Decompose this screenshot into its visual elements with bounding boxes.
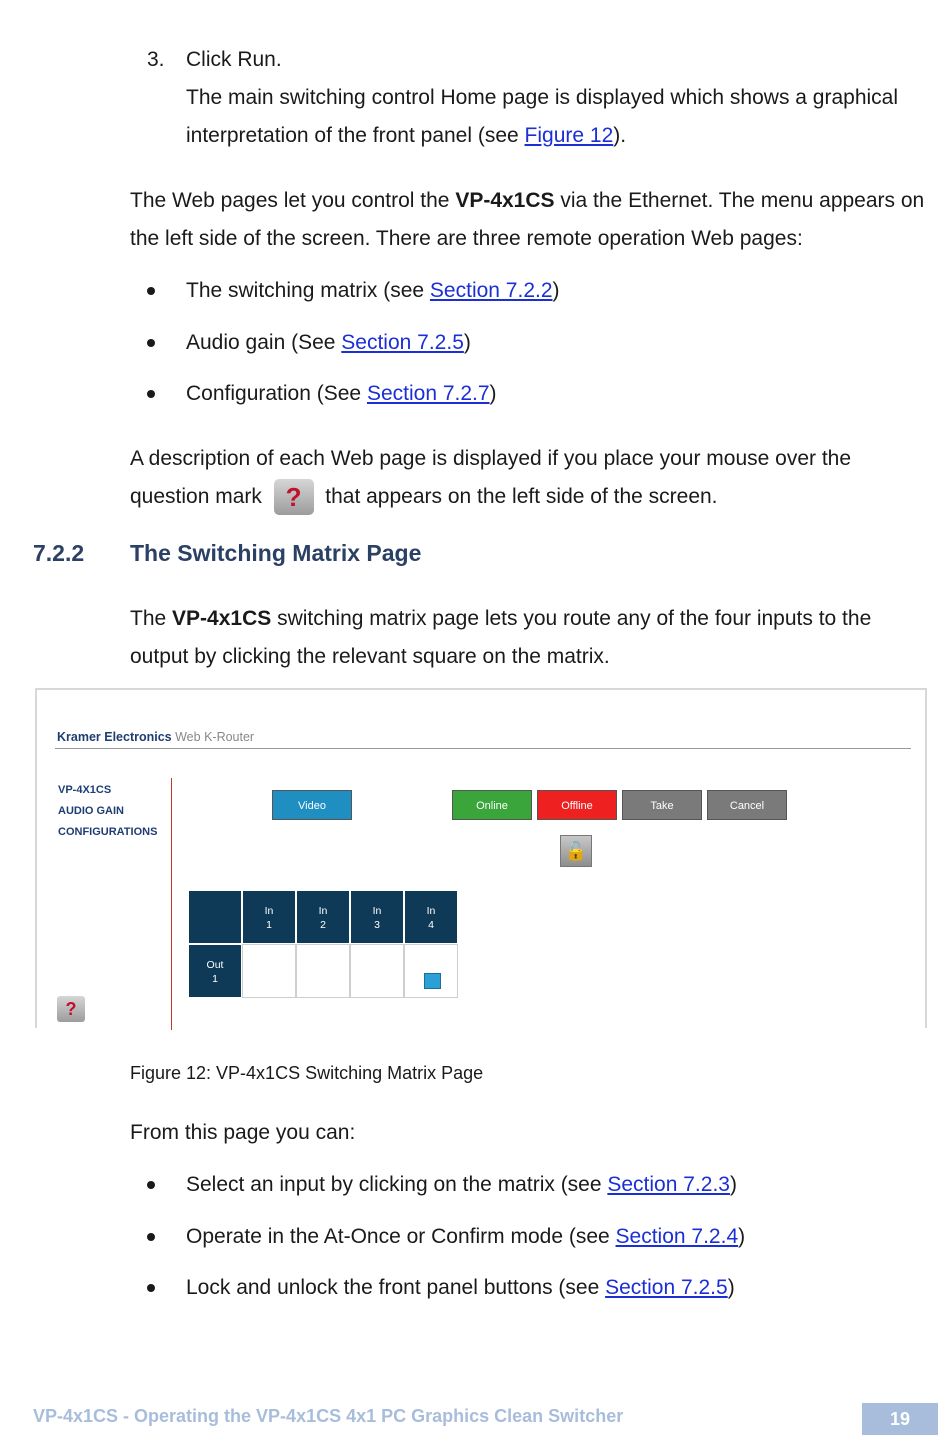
intro-text-2: via the Ethernet. The menu appears on the left side of the screen. There are three remote operation Web pages: — [130, 189, 925, 250]
intro-paragraph — [130, 182, 925, 258]
section-link[interactable]: Section 7.2.5 — [605, 1276, 728, 1299]
list-item — [186, 1218, 745, 1256]
figure-12-link[interactable]: Figure 12 — [524, 124, 614, 147]
help-text-1: A description of each Web page is displayed if you place your mouse over the question mark — [130, 447, 852, 508]
matrix-input-1 — [242, 890, 296, 944]
section-link[interactable]: Section 7.2.5 — [341, 331, 464, 354]
section-link[interactable]: Section 7.2.4 — [615, 1225, 739, 1248]
lock-icon[interactable]: 🔓 — [560, 835, 592, 867]
section-number: 7.2.2 — [33, 540, 85, 566]
product-name: VP-4x1CS — [455, 189, 555, 212]
section-link[interactable]: Section 7.2.7 — [366, 382, 490, 405]
list-item — [186, 375, 497, 413]
list-item-suffix: ) — [727, 1276, 735, 1299]
offline-button[interactable]: Offline — [537, 790, 617, 820]
step-desc-suffix: ). — [613, 124, 627, 147]
list-item-text: Operate in the At-Once or Confirm mode (see — [186, 1225, 616, 1248]
product-name: VP-4x1CS — [172, 607, 272, 630]
bullet-dot — [147, 1284, 155, 1292]
menu-item-configurations[interactable]: CONFIGURATIONS — [58, 826, 158, 838]
bullet-dot — [147, 287, 155, 295]
matrix-cell-in2-out1[interactable] — [296, 944, 350, 998]
list-item-text: Select an input by clicking on the matrix (see — [186, 1173, 608, 1196]
section-link[interactable]: Section 7.2.3 — [607, 1173, 730, 1196]
app-name: Web K-Router — [171, 730, 255, 744]
selected-marker — [424, 973, 441, 989]
bullet-dot — [147, 1233, 155, 1241]
section-text-1: The — [130, 607, 173, 630]
take-button[interactable]: Take — [622, 790, 702, 820]
help-text-2: that appears on the left side of the screen. — [319, 485, 718, 508]
matrix-output-label: Out — [206, 959, 224, 971]
bullet-dot — [147, 1181, 155, 1189]
brand-name: Kramer Electronics — [57, 730, 172, 744]
list-item-suffix: ) — [552, 279, 560, 302]
app-header — [57, 730, 254, 744]
list-item-suffix: ) — [489, 382, 497, 405]
matrix-output-number: 1 — [212, 973, 218, 985]
step-number: 3. — [147, 48, 165, 71]
list-item-suffix: ) — [463, 331, 471, 354]
bullet-dot — [147, 339, 155, 347]
section-title: The Switching Matrix Page — [130, 540, 422, 566]
from-text: From this page you can: — [130, 1121, 356, 1144]
matrix-input-label: In — [264, 905, 274, 917]
question-mark-icon: ? — [274, 479, 314, 515]
step-desc-text: The main switching control Home page is displayed which shows a graphical interpretation of the front panel (see — [186, 86, 899, 147]
list-item — [186, 1166, 737, 1204]
figure-screenshot — [35, 688, 927, 1028]
cancel-button[interactable]: Cancel — [707, 790, 787, 820]
matrix-input-label: In — [318, 905, 328, 917]
list-item-text: Configuration (See — [186, 382, 367, 405]
online-button[interactable]: Online — [452, 790, 532, 820]
step-description — [186, 79, 926, 155]
matrix-input-3 — [350, 890, 404, 944]
bullet-dot — [147, 390, 155, 398]
matrix-input-label: In — [426, 905, 436, 917]
matrix-output-1 — [188, 944, 242, 998]
menu-divider — [171, 778, 172, 1030]
help-icon[interactable]: ? — [57, 996, 85, 1022]
footer-title: VP-4x1CS - Operating the VP-4x1CS 4x1 PC Graphics Clean Switcher — [33, 1406, 624, 1426]
video-button[interactable]: Video — [272, 790, 352, 820]
header-divider — [55, 748, 911, 749]
section-text-2: switching matrix page lets you route any of the four inputs to the output by clicking the relevant square on the matrix. — [130, 607, 872, 668]
matrix-input-label: In — [372, 905, 382, 917]
section-paragraph — [130, 600, 925, 676]
matrix-input-2 — [296, 890, 350, 944]
list-item — [186, 1269, 735, 1307]
matrix-cell-in3-out1[interactable] — [350, 944, 404, 998]
matrix-input-number: 4 — [428, 919, 434, 931]
menu-item-vp-4x1cs[interactable]: VP-4X1CS — [58, 784, 112, 796]
matrix-corner — [188, 890, 242, 944]
help-description — [130, 440, 925, 516]
matrix-cell-in1-out1[interactable] — [242, 944, 296, 998]
page-number: 19 — [862, 1403, 938, 1435]
matrix-input-number: 2 — [320, 919, 326, 931]
matrix-cell-in4-out1[interactable] — [404, 944, 458, 998]
menu-item-audio-gain[interactable]: AUDIO GAIN — [58, 805, 124, 817]
matrix-input-4 — [404, 890, 458, 944]
matrix-input-number: 3 — [374, 919, 380, 931]
step-title: Click Run. — [186, 48, 282, 71]
list-item-suffix: ) — [729, 1173, 737, 1196]
figure-caption: Figure 12: VP-4x1CS Switching Matrix Page — [130, 1063, 484, 1083]
list-item-suffix: ) — [738, 1225, 746, 1248]
list-item — [186, 272, 560, 310]
section-link[interactable]: Section 7.2.2 — [429, 279, 553, 302]
intro-text-1: The Web pages let you control the — [130, 189, 456, 212]
matrix-input-number: 1 — [266, 919, 272, 931]
list-item-text: Audio gain (See — [186, 331, 342, 354]
list-item-text: The switching matrix (see — [186, 279, 430, 302]
list-item-text: Lock and unlock the front panel buttons (see — [186, 1276, 606, 1299]
list-item — [186, 324, 471, 362]
